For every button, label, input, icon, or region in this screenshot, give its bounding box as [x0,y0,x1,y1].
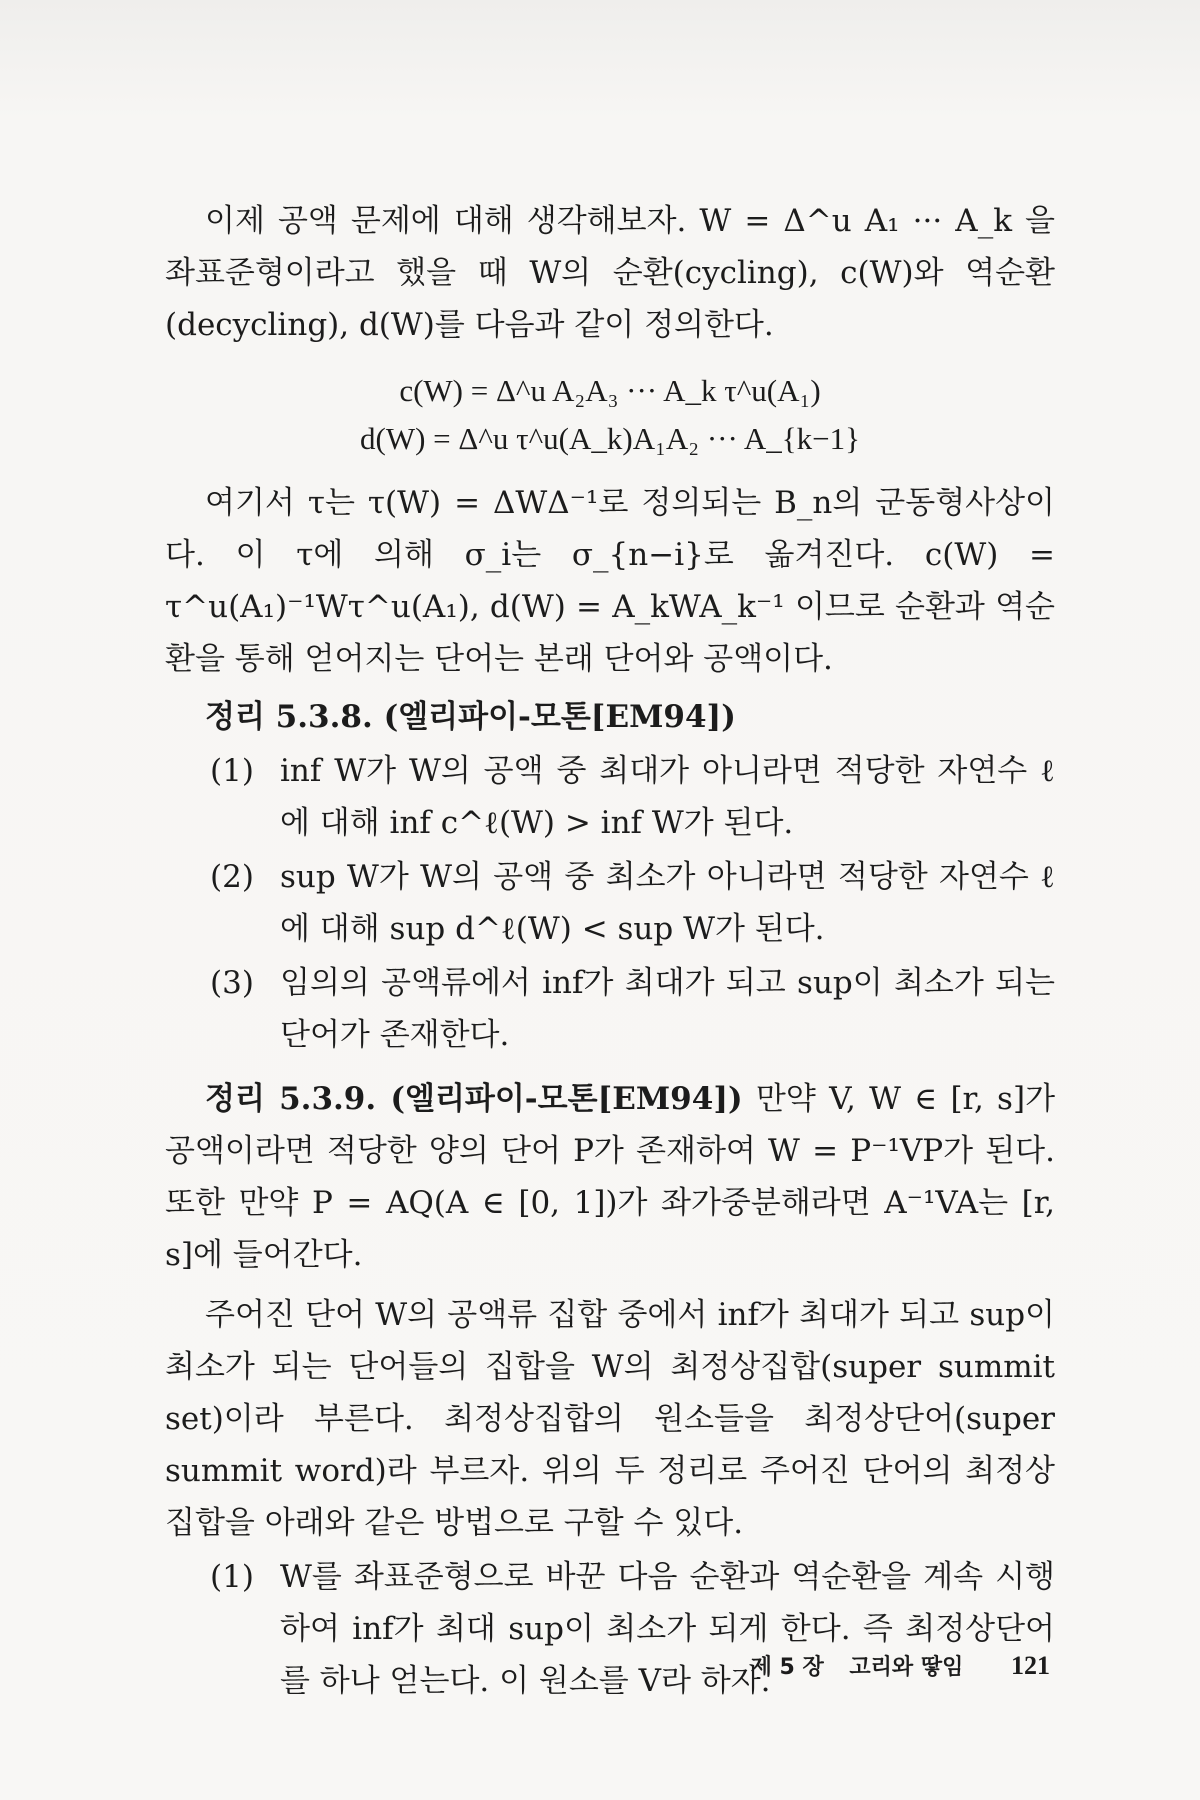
tau-paragraph: 여기서 τ는 τ(W) = ΔWΔ⁻¹로 정의되는 B_n의 군동형사상이다. 이 τ에 의해 σ_i는 σ_{n−i}로 옮겨진다. c(W) = τ^u(A₁)⁻¹Wτ^u(A₁), d(W) = A_kWA_k⁻¹ 이므로 순환과 역순환을 통해 얻어지는 단어는 본래 단어와 공액이다. [165,485,1055,677]
intro-paragraph: 이제 공액 문제에 대해 생각해보자. W = Δ^u A₁ ··· A_k 을 좌표준형이라고 했을 때 W의 순환(cycling), c(W)와 역순환(decycling), d(W)를 다음과 같이 정의한다. [165,203,1055,343]
procedure-step [165,1551,1055,1707]
theorem-5-3-9 [165,1073,1055,1281]
step-text: W를 좌표준형으로 바꾼 다음 순환과 역순환을 계속 시행하여 inf가 최대 sup이 최소가 되게 한다. 즉 최정상단어를 하나 얻는다. 이 원소를 V라 하자. [280,1559,1055,1699]
decycling-formula: d(W) = Δ^u τ^u(A_k)A₁A₂ ··· A_{k−1} [360,421,860,456]
cycling-formula: c(W) = Δ^u A₂A₃ ··· A_k τ^u(A₁) [399,373,821,408]
theorem-title: 정리 5.3.9. (엘리파이-모톤[EM94]) [205,1081,743,1117]
theorem-item [165,851,1055,955]
theorem-title: 정리 5.3.8. (엘리파이-모톤[EM94]) [205,699,736,735]
item-text: sup W가 W의 공액 중 최소가 아니라면 적당한 자연수 ℓ에 대해 sup d^ℓ(W) < sup W가 된다. [280,859,1055,947]
super-summit-paragraph: 주어진 단어 W의 공액류 집합 중에서 inf가 최대가 되고 sup이 최소가 되는 단어들의 집합을 W의 최정상집합(super summit set)이라 부른다. 최정상집합의 원소들을 최정상단어(super summit word)라 부르자. 위의 두 정리로 주어진 단어의 최정상집합을 아래와 같은 방법으로 구할 수 있다. [165,1297,1055,1541]
theorem-5-3-8 [165,691,1055,1061]
item-number: (3) [210,965,254,1001]
chapter-title: 고리와 땋임 [849,1655,964,1680]
main-text [165,195,1055,1707]
theorem-item [165,745,1055,849]
definition-formulas [165,367,1055,463]
item-text: inf W가 W의 공액 중 최대가 아니라면 적당한 자연수 ℓ에 대해 inf c^ℓ(W) > inf W가 된다. [280,753,1055,841]
page-number: 121 [1011,1651,1050,1680]
chapter-number: 제 5 장 [750,1655,824,1680]
item-number: (2) [210,859,254,895]
running-footer [733,1650,1050,1681]
theorem-body: 만약 V, W ∈ [r, s]가 공액이라면 적당한 양의 단어 P가 존재하여 W = P⁻¹VP가 된다. 또한 만약 P = AQ(A ∈ [0, 1])가 좌가중분해라면 A⁻¹VA는 [r, s]에 들어간다. [165,1081,1056,1273]
theorem-item [165,957,1055,1061]
item-number: (1) [210,753,254,789]
item-text: 임의의 공액류에서 inf가 최대가 되고 sup이 최소가 되는 단어가 존재한다. [280,965,1055,1053]
step-number: (1) [210,1559,254,1595]
